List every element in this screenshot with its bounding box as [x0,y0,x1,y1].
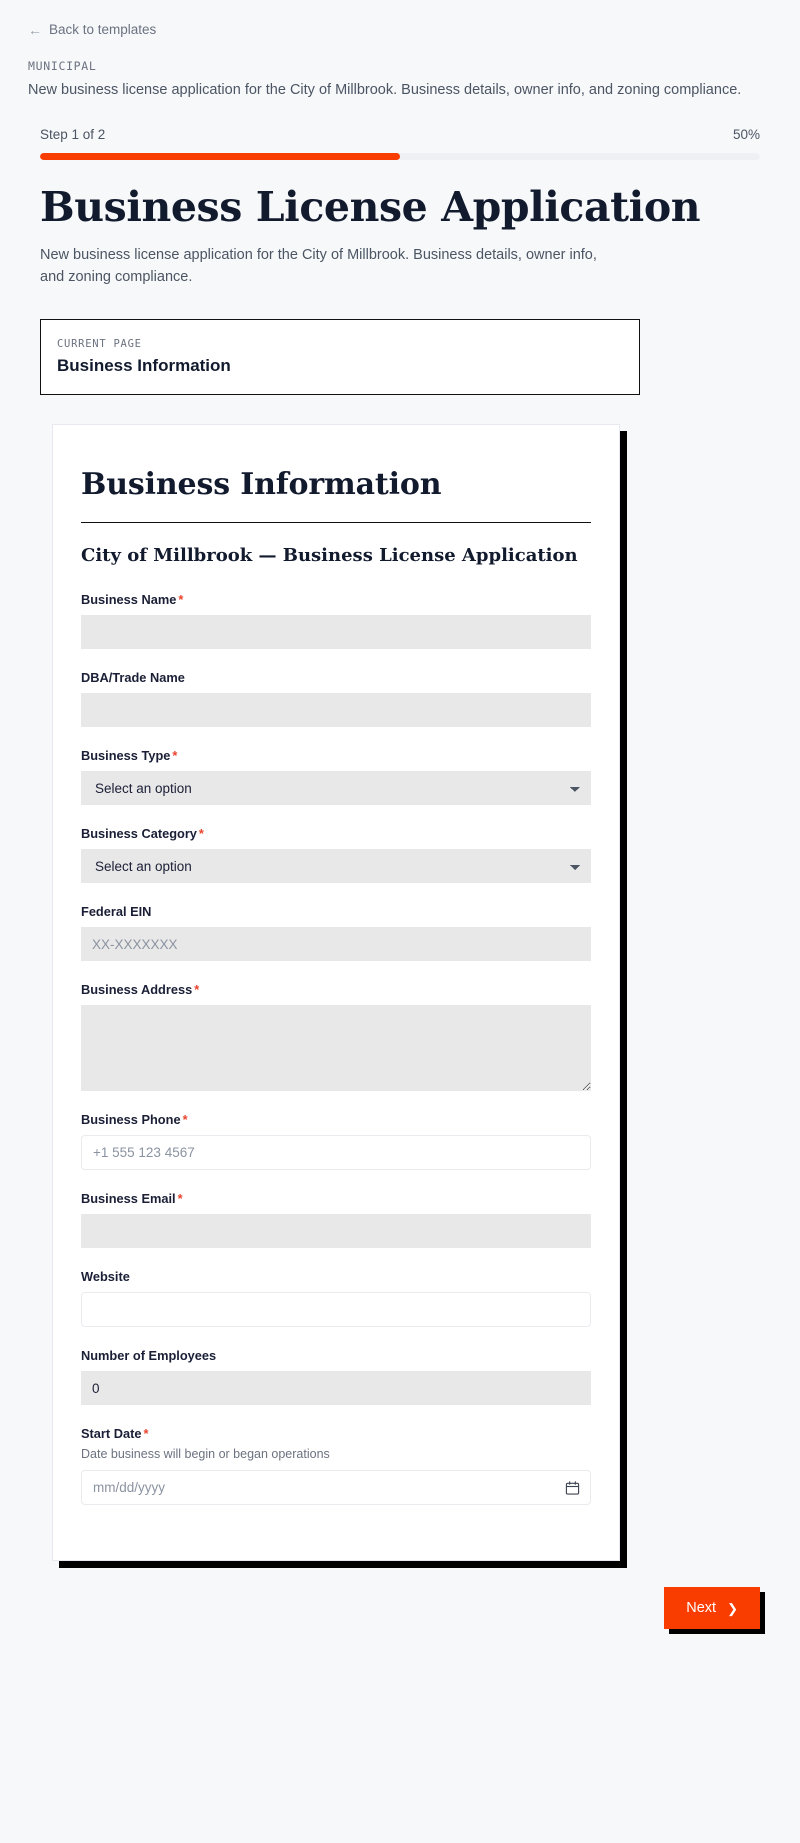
back-to-templates-label: Back to templates [49,22,157,38]
required-marker: * [143,1426,149,1442]
field-business-type [81,748,591,805]
field-label-number-of-employees: Number of Employees [81,1348,217,1364]
field-label-website: Website [81,1269,130,1285]
field-federal-ein [81,904,591,961]
field-start-date [81,1426,591,1505]
required-marker: * [172,748,178,764]
next-button-label: Next [686,1600,717,1617]
required-marker: * [198,826,204,842]
field-label-start-date: Start Date * [81,1426,149,1442]
field-label-dba-trade-name: DBA/Trade Name [81,670,185,686]
current-page-label: CURRENT PAGE [57,337,142,350]
required-marker: * [177,1191,183,1207]
required-marker: * [194,982,200,998]
input-business-address[interactable] [81,1005,591,1091]
form-fields-container [81,592,591,1505]
required-marker: * [178,592,184,608]
input-website[interactable] [81,1292,591,1327]
input-start-date[interactable] [81,1470,591,1505]
current-page-name: Business Information [57,355,231,375]
top-bar [0,0,800,101]
form-title: Business Information [81,466,442,502]
template-description: New business license application for the City of Millbrook. Business details, owner info, and zoning compliance. [28,82,742,98]
current-page-box [40,319,640,395]
field-business-address [81,982,591,1091]
field-label-business-category: Business Category * [81,826,204,842]
chevron-right-icon: ❯ [727,1600,738,1616]
input-dba-trade-name[interactable] [81,693,591,727]
field-help-start-date: Date business will begin or began operations [81,1447,330,1462]
input-business-name[interactable] [81,615,591,649]
form-card-wrapper [52,424,620,1562]
field-dba-trade-name [81,670,591,727]
form-footer [0,1587,800,1629]
field-business-name [81,592,591,649]
field-business-category [81,826,591,883]
field-business-email [81,1191,591,1248]
field-label-business-email: Business Email * [81,1191,183,1207]
field-number-of-employees [81,1348,591,1405]
input-business-email[interactable] [81,1214,591,1248]
next-button[interactable] [664,1587,760,1629]
page-title: Business License Application [40,183,701,232]
field-label-business-type: Business Type * [81,748,178,764]
form-subtitle: City of Millbrook — Business License Application [81,545,578,567]
progress-row [40,127,760,142]
field-label-federal-ein: Federal EIN [81,904,152,920]
hero-section [0,183,800,289]
category-badge: MUNICIPAL [28,59,97,73]
form-card [52,424,620,1562]
input-business-phone[interactable] [81,1135,591,1170]
field-label-business-name: Business Name * [81,592,184,608]
form-title-divider [81,522,591,524]
progress-bar-fill [40,153,400,160]
progress-section [0,127,800,160]
input-number-of-employees[interactable] [81,1371,591,1405]
field-label-business-address: Business Address * [81,982,200,998]
input-business-category[interactable] [81,849,591,883]
field-label-business-phone: Business Phone * [81,1112,188,1128]
page-description: New business license application for the City of Millbrook. Business details, owner info, and zoning compliance. [40,247,597,286]
back-to-templates-link[interactable] [28,23,156,37]
field-website [81,1269,591,1327]
date-input-wrapper [81,1470,591,1505]
input-business-type[interactable] [81,771,591,805]
required-marker: * [182,1112,188,1128]
field-business-phone [81,1112,591,1170]
progress-percent-label: 50% [732,127,760,143]
input-federal-ein[interactable] [81,927,591,961]
arrow-left-icon: ← [28,22,42,38]
progress-bar-track [40,153,760,160]
step-indicator-label: Step 1 of 2 [40,127,106,143]
